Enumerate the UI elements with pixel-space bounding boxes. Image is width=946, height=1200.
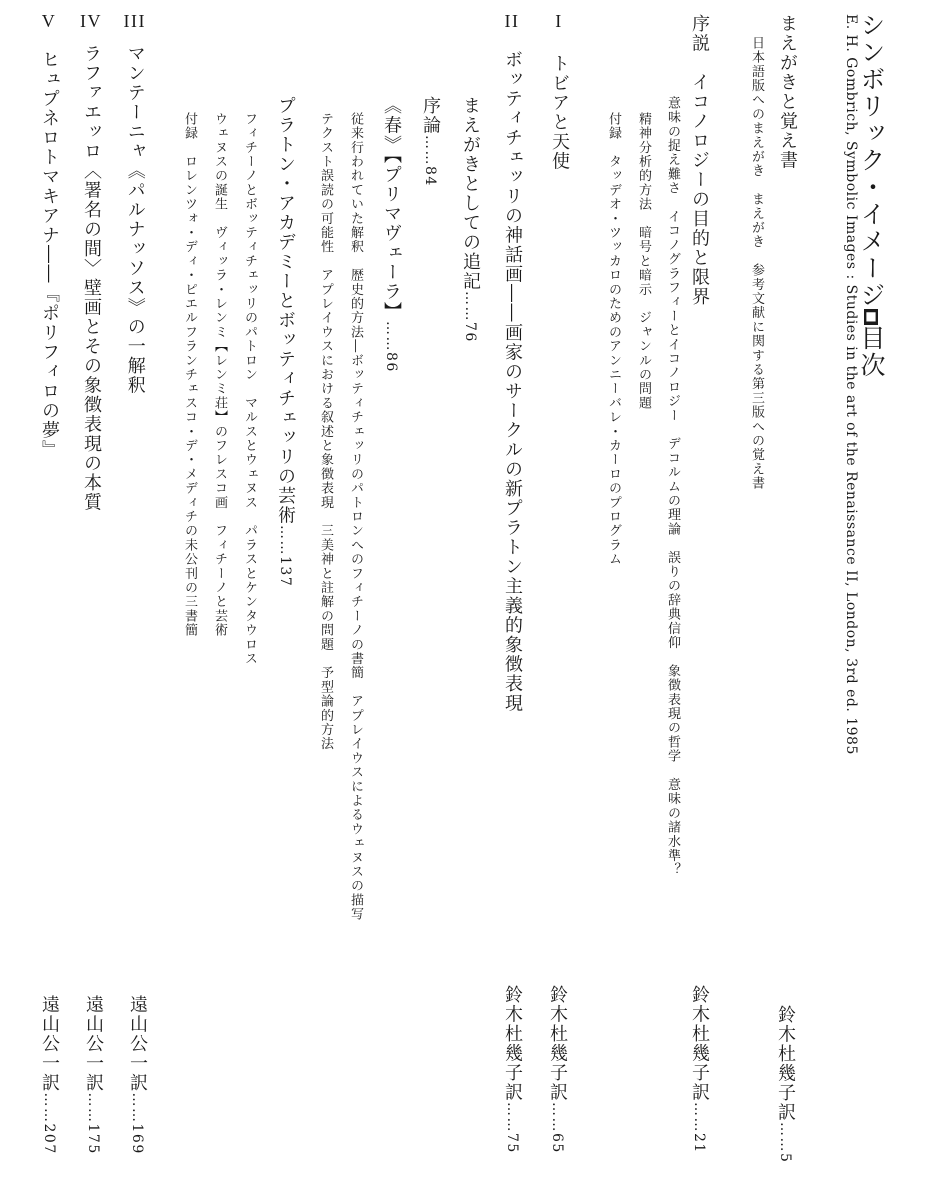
entry-intro-sub-1: 意味の捉え難さ イコノグラフィーとイコノロジー デコルムの理論 誤りの辞典信仰 象徴表現の哲学 意味の諸水準？ — [665, 96, 680, 877]
item-text: 《春》【プリマヴェーラ】 — [381, 96, 402, 321]
item-text: 序論 — [420, 96, 441, 135]
entry-ii-credit — [503, 985, 521, 1154]
entry-intro-sub-2: 精神分析的方法 暗号と暗示 ジャンルの問題 — [636, 112, 651, 411]
entry-intro-credit — [690, 985, 708, 1154]
entry-ii-sub-5: 付録 ロレンツォ・ディ・ピエルフランチェスコ・デ・メディチの未公刊の三書簡 — [182, 112, 197, 638]
entry-intro-title: 序説 イコノロジーの目的と限界 — [689, 14, 710, 307]
entry-heading: ボッティチェッリの神話画――画家のサークルの新プラトン主義的象徴表現 — [502, 50, 523, 713]
page-number: ……169 — [129, 1092, 145, 1155]
entry-iii-credit — [128, 995, 146, 1155]
roman-numeral: V — [41, 11, 57, 31]
item-text: プラトン・アカデミーとボッティチェッリの芸術 — [275, 96, 296, 525]
entry-preface-credit — [776, 1005, 794, 1163]
page-number: ……207 — [41, 1092, 57, 1155]
entry-v-credit — [40, 995, 58, 1155]
roman-numeral: III — [123, 11, 146, 31]
entry-preface-title: まえがきと覚え書 — [777, 14, 798, 170]
square-mark: ■ — [864, 309, 878, 325]
entry-iv-credit — [84, 995, 102, 1155]
entry-preface-sub: 日本語版へのまえがき まえがき 参考文献に関する第三版への覚え書 — [749, 36, 764, 491]
book-title — [859, 12, 884, 379]
page-number: ……175 — [85, 1092, 101, 1155]
roman-numeral: II — [504, 11, 520, 31]
english-subtitle: E. H. Gombrich, Symbolic Images : Studies in the art of the Renaissance II, London, 3rd ed. 1985 — [843, 14, 859, 755]
credit-text: 遠山公一訳 — [83, 995, 104, 1093]
entry-ii-academy — [276, 96, 294, 587]
page-number: ……21 — [691, 1102, 707, 1154]
entry-heading: マンテーニャ《パルナッソス》の一解釈 — [124, 44, 146, 395]
entry-ii-title — [503, 12, 521, 713]
page-number: ……5 — [777, 1122, 793, 1164]
item-text: まえがきとしての追記 — [460, 96, 481, 291]
entry-intro-sub-3: 付録 タッデオ・ツッカロのためのアンニーバレ・カーロのプログラム — [606, 112, 621, 567]
page-number: ……65 — [549, 1102, 565, 1154]
page-number: ……76 — [462, 291, 478, 343]
entry-ii-introduction — [421, 96, 439, 187]
roman-numeral: I — [555, 11, 563, 31]
entry-iii-title — [124, 12, 146, 395]
entry-heading: トビアと天使 — [549, 54, 570, 171]
entry-ii-postscript — [461, 96, 479, 343]
entry-ii-sub-1: 従来行われていた解釈 歴史的方法―ボッティチェッリのパトロンへのフィチーノの書簡 アプレイウスによるウェヌスの描写 — [348, 112, 363, 922]
entry-i-title — [550, 12, 568, 171]
toc-label: 目次 — [857, 325, 886, 379]
page-number: ……86 — [383, 321, 399, 373]
entry-ii-sub-2: テクスト誤読の可能性 アプレイウスにおける叙述と象徴表現 三美神と註解の問題 予型論的方法 — [318, 112, 333, 751]
entry-v-title — [40, 12, 58, 460]
page-number: ……137 — [277, 525, 293, 588]
entry-i-credit — [548, 985, 566, 1154]
credit-text: 鈴木杜幾子訳 — [547, 985, 568, 1102]
roman-numeral: IV — [80, 11, 102, 31]
entry-ii-sub-3: フィチーノとボッティチェッリのパトロン マルスとウェヌス パラスとケンタウロス — [242, 112, 257, 666]
credit-text: 遠山公一訳 — [127, 995, 148, 1093]
entry-heading: ラファエッロ〈署名の間〉壁画とその象徴表現の本質 — [81, 44, 102, 512]
book-title-text: シンボリック・イメージ — [857, 12, 886, 309]
page-number: ……75 — [504, 1102, 520, 1154]
entry-iv-title — [80, 12, 102, 512]
entry-ii-sub-4: ウェヌスの誕生 ヴィッラ・レンミ【レンミ荘】のフレスコ画 フィチーノと芸術 — [212, 112, 227, 638]
credit-text: 遠山公一訳 — [39, 995, 60, 1093]
credit-text: 鈴木杜幾子訳 — [775, 1005, 796, 1122]
credit-text: 鈴木杜幾子訳 — [689, 985, 710, 1102]
page-number: ……84 — [422, 135, 438, 187]
entry-ii-primavera — [382, 96, 400, 373]
credit-text: 鈴木杜幾子訳 — [502, 985, 523, 1102]
entry-heading: ヒュプネロトマキアナ――『ポリフィロの夢』 — [39, 50, 60, 460]
